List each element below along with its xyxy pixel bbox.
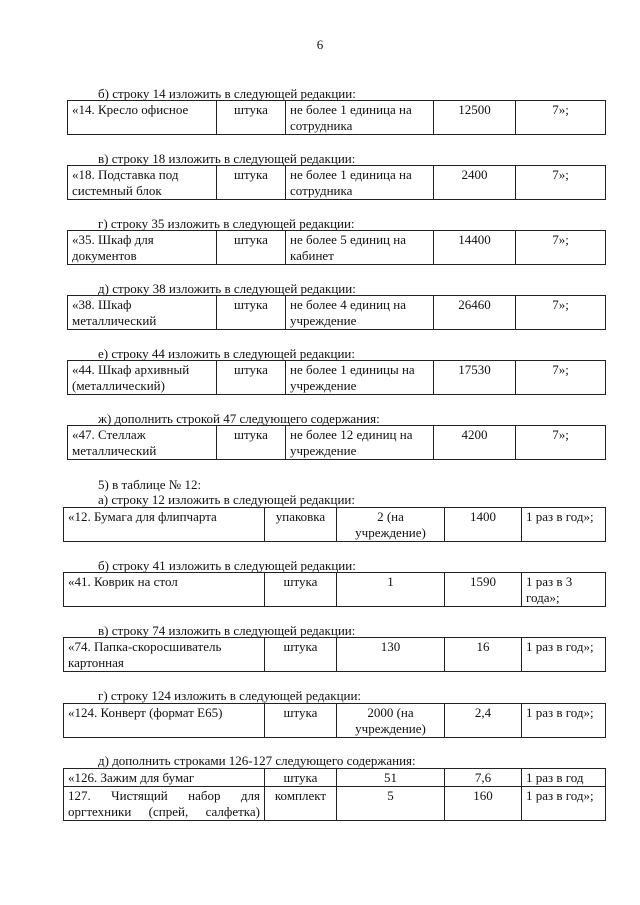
quantity-cell: 2000 (на учреждение) xyxy=(337,704,445,738)
unit-cell: штука xyxy=(265,573,337,607)
item-name-cell: «14. Кресло офисное xyxy=(68,101,217,135)
item-name-cell: «47. Стеллаж металлический xyxy=(68,426,217,460)
price-cell: 1400 xyxy=(445,508,522,542)
caption-row-18: в) строку 18 изложить в следующей редакции: xyxy=(98,151,356,166)
item-name-cell: 127. Чистящий набор для оргтехники (спрей, салфетка) xyxy=(64,787,265,821)
item-name-cell: «35. Шкаф для документов xyxy=(68,231,217,265)
caption-row-44: е) строку 44 изложить в следующей редакции: xyxy=(98,346,355,361)
price-cell: 7,6 xyxy=(445,769,522,787)
unit-cell: штука xyxy=(217,166,286,200)
table12-row-41 xyxy=(63,572,606,607)
quantity-cell: 1 xyxy=(337,573,445,607)
table-row xyxy=(64,769,606,787)
frequency-cell: 1 раз в год xyxy=(522,769,606,787)
table-row xyxy=(68,101,606,135)
unit-cell: штука xyxy=(217,361,286,395)
table-row-14 xyxy=(67,100,606,135)
unit-cell: штука xyxy=(217,296,286,330)
unit-cell: упаковка xyxy=(265,508,337,542)
caption-t12-rows-126-127: д) дополнить строками 126-127 следующего содержания: xyxy=(98,753,416,768)
price-cell: 2400 xyxy=(434,166,516,200)
table-row xyxy=(64,573,606,607)
price-cell: 17530 xyxy=(434,361,516,395)
term-cell: 7»; xyxy=(516,426,606,460)
frequency-cell: 1 раз в год»; xyxy=(522,638,606,672)
unit-cell: штука xyxy=(217,426,286,460)
table12-row-12 xyxy=(63,507,606,542)
term-cell: 7»; xyxy=(516,166,606,200)
price-cell: 4200 xyxy=(434,426,516,460)
price-cell: 12500 xyxy=(434,101,516,135)
term-cell: 7»; xyxy=(516,361,606,395)
table-row xyxy=(64,638,606,672)
unit-cell: комплект xyxy=(265,787,337,821)
unit-cell: штука xyxy=(265,704,337,738)
frequency-cell: 1 раз в год»; xyxy=(522,704,606,738)
unit-cell: штука xyxy=(217,101,286,135)
price-cell: 26460 xyxy=(434,296,516,330)
caption-t12-row-74: в) строку 74 изложить в следующей редакции: xyxy=(98,623,356,638)
item-name-cell: «12. Бумага для флипчарта xyxy=(64,508,265,542)
caption-row-35: г) строку 35 изложить в следующей редакции: xyxy=(98,216,355,231)
quantity-cell: не более 5 единиц на кабинет xyxy=(286,231,434,265)
table12-heading: 5) в таблице № 12: xyxy=(98,477,202,492)
item-name-cell: «41. Коврик на стол xyxy=(64,573,265,607)
table-row-35 xyxy=(67,230,606,265)
item-name-cell: «124. Конверт (формат Е65) xyxy=(64,704,265,738)
quantity-cell: 2 (на учреждение) xyxy=(337,508,445,542)
frequency-cell: 1 раз в год»; xyxy=(522,508,606,542)
table-row xyxy=(64,508,606,542)
table-row-18 xyxy=(67,165,606,200)
term-cell: 7»; xyxy=(516,296,606,330)
caption-t12-row-124: г) строку 124 изложить в следующей редакции: xyxy=(98,688,362,703)
table-row xyxy=(68,166,606,200)
table-row xyxy=(64,704,606,738)
unit-cell: штука xyxy=(217,231,286,265)
item-name-cell: «74. Папка-скоросшиватель картонная xyxy=(64,638,265,672)
table12-row-74 xyxy=(63,637,606,672)
quantity-cell: не более 4 единиц на учреждение xyxy=(286,296,434,330)
price-cell: 2,4 xyxy=(445,704,522,738)
price-cell: 160 xyxy=(445,787,522,821)
quantity-cell: не более 12 единиц на учреждение xyxy=(286,426,434,460)
table-row-38 xyxy=(67,295,606,330)
price-cell: 1590 xyxy=(445,573,522,607)
term-cell: 7»; xyxy=(516,101,606,135)
caption-row-38: д) строку 38 изложить в следующей редакции: xyxy=(98,281,356,296)
caption-row-14: б) строку 14 изложить в следующей редакции: xyxy=(98,86,356,101)
quantity-cell: не более 1 единица на сотрудника xyxy=(286,101,434,135)
table-row-47 xyxy=(67,425,606,460)
item-name-cell: «38. Шкаф металлический xyxy=(68,296,217,330)
quantity-cell: не более 1 единица на сотрудника xyxy=(286,166,434,200)
item-name-cell: «18. Подставка под системный блок xyxy=(68,166,217,200)
caption-t12-row-41: б) строку 41 изложить в следующей редакции: xyxy=(98,558,356,573)
caption-row-47: ж) дополнить строкой 47 следующего содержания: xyxy=(98,411,380,426)
table-row xyxy=(68,361,606,395)
table-row-44 xyxy=(67,360,606,395)
term-cell: 7»; xyxy=(516,231,606,265)
table12-row-124 xyxy=(63,703,606,738)
quantity-cell: не более 1 единицы на учреждение xyxy=(286,361,434,395)
price-cell: 14400 xyxy=(434,231,516,265)
item-name-cell: «126. Зажим для бумаг xyxy=(64,769,265,787)
table12-rows-126-127 xyxy=(63,768,606,821)
price-cell: 16 xyxy=(445,638,522,672)
unit-cell: штука xyxy=(265,638,337,672)
quantity-cell: 51 xyxy=(337,769,445,787)
page-number: 6 xyxy=(316,37,324,52)
frequency-cell: 1 раз в 3 года»; xyxy=(522,573,606,607)
table-row xyxy=(68,296,606,330)
table-row xyxy=(68,426,606,460)
table-row xyxy=(68,231,606,265)
item-name-cell: «44. Шкаф архивный (металлический) xyxy=(68,361,217,395)
unit-cell: штука xyxy=(265,769,337,787)
frequency-cell: 1 раз в год»; xyxy=(522,787,606,821)
quantity-cell: 5 xyxy=(337,787,445,821)
table-row xyxy=(64,787,606,821)
quantity-cell: 130 xyxy=(337,638,445,672)
caption-t12-row-12: а) строку 12 изложить в следующей редакции: xyxy=(98,492,355,507)
